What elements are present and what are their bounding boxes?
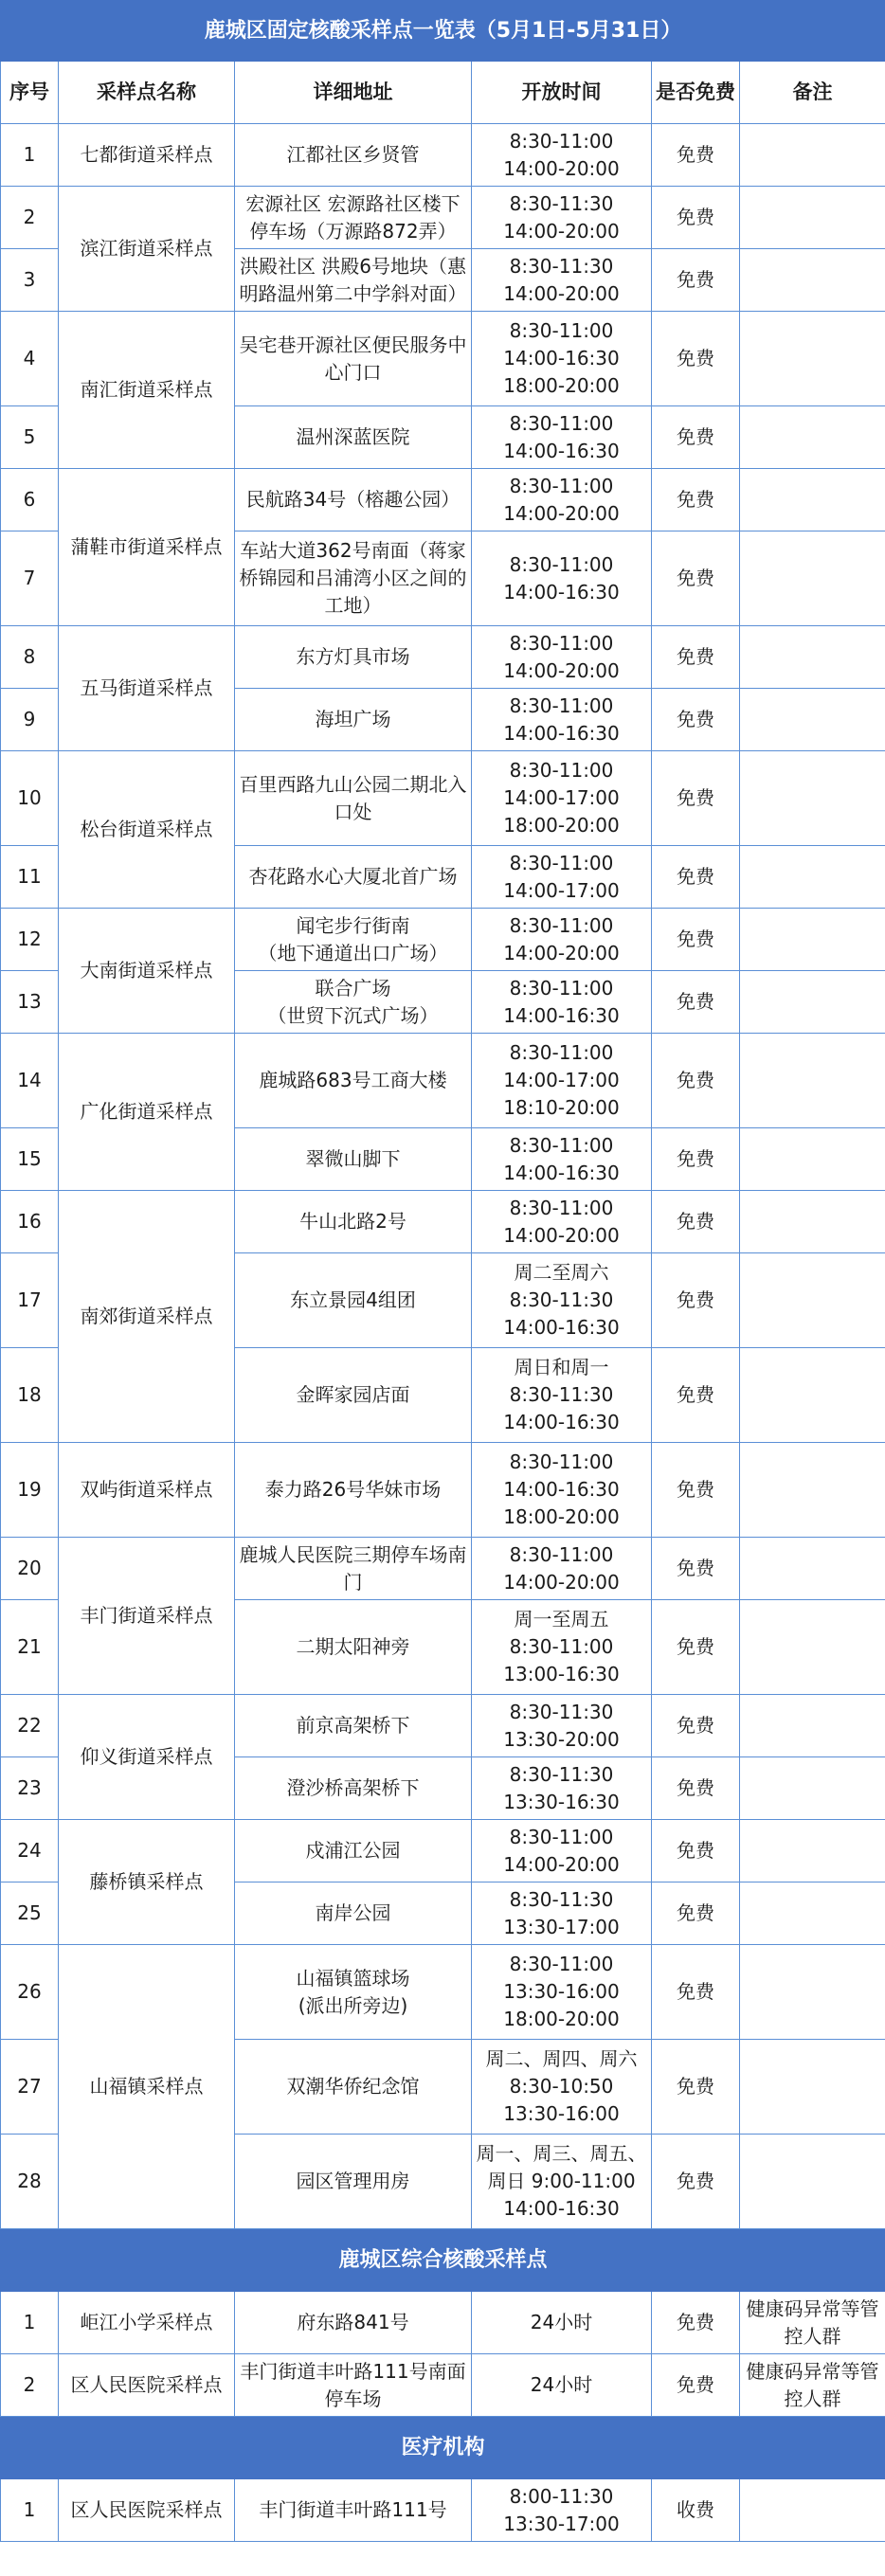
table-row [1,1443,885,1538]
table-row [1,2354,885,2417]
table-row [1,1695,885,1757]
site-address: 鹿城人民医院三期停车场南 门 [235,1538,472,1600]
main-title: 鹿城区固定核酸采样点一览表（5月1日-5月31日） [1,1,885,62]
free-status: 免费 [652,1695,740,1757]
medical-section-title: 医疗机构 [1,2417,885,2479]
site-address: 鹿城路683号工商大楼 [235,1034,472,1128]
site-address: 车站大道362号南面（蒋家 桥锦园和吕浦湾小区之间的 工地） [235,531,472,626]
remark [740,469,885,531]
header-free: 是否免费 [652,62,740,124]
open-time: 周二至周六 8:30-11:30 14:00-16:30 [472,1253,652,1348]
row-number: 21 [1,1600,59,1695]
free-status: 免费 [652,312,740,406]
site-name: 蒲鞋市街道采样点 [59,469,235,626]
free-status: 免费 [652,1191,740,1253]
remark [740,1882,885,1945]
open-time: 8:30-11:00 14:00-16:30 [472,406,652,469]
free-status: 免费 [652,187,740,249]
site-address: 海坦广场 [235,689,472,751]
site-name: 南汇街道采样点 [59,312,235,469]
remark: 健康码异常等管 控人群 [740,2292,885,2354]
row-number: 2 [1,187,59,249]
site-address: 山福镇篮球场 (派出所旁边) [235,1945,472,2040]
remark [740,626,885,689]
open-time: 8:30-11:00 14:00-20:00 [472,469,652,531]
remark [740,1443,885,1538]
open-time: 8:30-11:30 13:30-20:00 [472,1695,652,1757]
row-number: 11 [1,846,59,909]
site-address: 丰门街道丰叶路111号 [235,2479,472,2542]
remark [740,2135,885,2229]
site-address: 园区管理用房 [235,2135,472,2229]
open-time: 8:30-11:00 14:00-16:30 [472,689,652,751]
row-number: 7 [1,531,59,626]
row-number: 23 [1,1757,59,1820]
row-number: 3 [1,249,59,312]
site-name: 区人民医院采样点 [59,2479,235,2542]
free-status: 免费 [652,1034,740,1128]
free-status: 免费 [652,689,740,751]
table-row [1,2479,885,2542]
free-status: 免费 [652,531,740,626]
site-address: 南岸公园 [235,1882,472,1945]
remark [740,1695,885,1757]
remark [740,1034,885,1128]
open-time: 8:30-11:00 14:00-20:00 [472,626,652,689]
row-number: 8 [1,626,59,689]
free-status: 免费 [652,626,740,689]
site-name: 山福镇采样点 [59,1945,235,2229]
free-status: 免费 [652,2354,740,2417]
open-time: 8:30-11:00 14:00-20:00 [472,909,652,971]
remark [740,1538,885,1600]
open-time: 8:30-11:30 14:00-20:00 [472,249,652,312]
open-time: 24小时 [472,2292,652,2354]
table-row [1,312,885,406]
row-number: 20 [1,1538,59,1600]
remark [740,124,885,187]
table-row [1,187,885,249]
site-name: 丰门街道采样点 [59,1538,235,1695]
open-time: 周一、周三、周五、 周日 9:00-11:00 14:00-16:30 [472,2135,652,2229]
site-address: 府东路841号 [235,2292,472,2354]
site-address: 泰力路26号华妹市场 [235,1443,472,1538]
site-name: 七都街道采样点 [59,124,235,187]
remark [740,187,885,249]
site-address: 洪殿社区 洪殿6号地块（惠 明路温州第二中学斜对面） [235,249,472,312]
free-status: 免费 [652,406,740,469]
remark [740,751,885,846]
free-status: 免费 [652,1348,740,1443]
row-number: 13 [1,971,59,1034]
open-time: 8:30-11:00 14:00-16:30 18:00-20:00 [472,312,652,406]
remark [740,689,885,751]
table-row [1,909,885,971]
site-address: 百里西路九山公园二期北入 口处 [235,751,472,846]
open-time: 周一至周五 8:30-11:00 13:00-16:30 [472,1600,652,1695]
site-name: 五马街道采样点 [59,626,235,751]
remark [740,2479,885,2542]
row-number: 27 [1,2040,59,2135]
remark [740,1757,885,1820]
row-number: 17 [1,1253,59,1348]
site-address: 宏源社区 宏源路社区楼下 停车场（万源路872弄） [235,187,472,249]
site-address: 吴宅巷开源社区便民服务中 心门口 [235,312,472,406]
table-row [1,469,885,531]
open-time: 24小时 [472,2354,652,2417]
site-address: 金晖家园店面 [235,1348,472,1443]
free-status: 免费 [652,1757,740,1820]
remark [740,2040,885,2135]
header-no: 序号 [1,62,59,124]
free-status: 免费 [652,751,740,846]
free-status: 免费 [652,971,740,1034]
row-number: 12 [1,909,59,971]
remark [740,909,885,971]
table-row [1,1538,885,1600]
site-name: 南郊街道采样点 [59,1191,235,1443]
free-status: 收费 [652,2479,740,2542]
row-number: 16 [1,1191,59,1253]
site-name: 仰义街道采样点 [59,1695,235,1820]
remark [740,406,885,469]
remark: 健康码异常等管 控人群 [740,2354,885,2417]
row-number: 15 [1,1128,59,1191]
header-open-time: 开放时间 [472,62,652,124]
open-time: 8:30-11:00 14:00-16:30 [472,531,652,626]
remark [740,1348,885,1443]
remark [740,1600,885,1695]
open-time: 周日和周一 8:30-11:30 14:00-16:30 [472,1348,652,1443]
row-number: 24 [1,1820,59,1882]
free-status: 免费 [652,2135,740,2229]
open-time: 8:30-11:30 13:30-17:00 [472,1882,652,1945]
free-status: 免费 [652,469,740,531]
open-time: 8:30-11:00 13:30-16:00 18:00-20:00 [472,1945,652,2040]
site-address: 东立景园4组团 [235,1253,472,1348]
remark [740,1820,885,1882]
site-address: 杏花路水心大厦北首广场 [235,846,472,909]
open-time: 8:00-11:30 13:30-17:00 [472,2479,652,2542]
site-address: 江都社区乡贤管 [235,124,472,187]
row-number: 6 [1,469,59,531]
free-status: 免费 [652,909,740,971]
row-number: 1 [1,2479,59,2542]
comprehensive-section-title: 鹿城区综合核酸采样点 [1,2229,885,2292]
free-status: 免费 [652,1882,740,1945]
free-status: 免费 [652,1128,740,1191]
remark [740,312,885,406]
site-address: 东方灯具市场 [235,626,472,689]
site-address: 民航路34号（榕趣公园） [235,469,472,531]
open-time: 8:30-11:00 14:00-20:00 [472,1538,652,1600]
free-status: 免费 [652,1820,740,1882]
site-name: 松台街道采样点 [59,751,235,909]
header-address: 详细地址 [235,62,472,124]
row-number: 1 [1,124,59,187]
row-number: 22 [1,1695,59,1757]
row-number: 5 [1,406,59,469]
site-address: 丰门街道丰叶路111号南面 停车场 [235,2354,472,2417]
remark [740,1128,885,1191]
remark [740,531,885,626]
site-name: 大南街道采样点 [59,909,235,1034]
site-name: 区人民医院采样点 [59,2354,235,2417]
open-time: 8:30-11:00 14:00-16:30 18:00-20:00 [472,1443,652,1538]
header-site-name: 采样点名称 [59,62,235,124]
site-address: 前京高架桥下 [235,1695,472,1757]
site-address: 澄沙桥高架桥下 [235,1757,472,1820]
row-number: 1 [1,2292,59,2354]
row-number: 14 [1,1034,59,1128]
remark [740,1253,885,1348]
free-status: 免费 [652,1253,740,1348]
row-number: 18 [1,1348,59,1443]
site-name: 双屿街道采样点 [59,1443,235,1538]
table-row [1,1191,885,1253]
free-status: 免费 [652,249,740,312]
row-number: 19 [1,1443,59,1538]
remark [740,971,885,1034]
table-row [1,626,885,689]
free-status: 免费 [652,124,740,187]
free-status: 免费 [652,1443,740,1538]
site-address: 闻宅步行街南 （地下通道出口广场） [235,909,472,971]
table-row [1,124,885,187]
row-number: 2 [1,2354,59,2417]
free-status: 免费 [652,1538,740,1600]
site-address: 二期太阳神旁 [235,1600,472,1695]
site-address: 联合广场 （世贸下沉式广场） [235,971,472,1034]
site-name: 广化街道采样点 [59,1034,235,1191]
table-row [1,2292,885,2354]
site-address: 牛山北路2号 [235,1191,472,1253]
free-status: 免费 [652,2040,740,2135]
row-number: 4 [1,312,59,406]
open-time: 8:30-11:00 14:00-16:30 [472,971,652,1034]
site-name: 岠江小学采样点 [59,2292,235,2354]
open-time: 8:30-11:00 14:00-20:00 [472,1820,652,1882]
table-row [1,1034,885,1128]
open-time: 8:30-11:30 13:30-16:30 [472,1757,652,1820]
open-time: 8:30-11:00 14:00-17:00 18:00-20:00 [472,751,652,846]
table-row [1,1945,885,2040]
remark [740,846,885,909]
remark [740,249,885,312]
site-address: 双潮华侨纪念馆 [235,2040,472,2135]
remark [740,1945,885,2040]
row-number: 26 [1,1945,59,2040]
site-address: 温州深蓝医院 [235,406,472,469]
row-number: 10 [1,751,59,846]
row-number: 28 [1,2135,59,2229]
site-name: 滨江街道采样点 [59,187,235,312]
free-status: 免费 [652,846,740,909]
row-number: 9 [1,689,59,751]
open-time: 8:30-11:00 14:00-17:00 18:10-20:00 [472,1034,652,1128]
open-time: 8:30-11:00 14:00-17:00 [472,846,652,909]
open-time: 8:30-11:00 14:00-20:00 [472,1191,652,1253]
header-note: 备注 [740,62,885,124]
site-address: 戍浦江公园 [235,1820,472,1882]
open-time: 8:30-11:30 14:00-20:00 [472,187,652,249]
open-time: 8:30-11:00 14:00-16:30 [472,1128,652,1191]
table-row [1,751,885,846]
row-number: 25 [1,1882,59,1945]
open-time: 周二、周四、周六 8:30-10:50 13:30-16:00 [472,2040,652,2135]
table-row [1,1820,885,1882]
free-status: 免费 [652,1945,740,2040]
remark [740,1191,885,1253]
open-time: 8:30-11:00 14:00-20:00 [472,124,652,187]
site-address: 翠微山脚下 [235,1128,472,1191]
site-name: 藤桥镇采样点 [59,1820,235,1945]
free-status: 免费 [652,2292,740,2354]
free-status: 免费 [652,1600,740,1695]
